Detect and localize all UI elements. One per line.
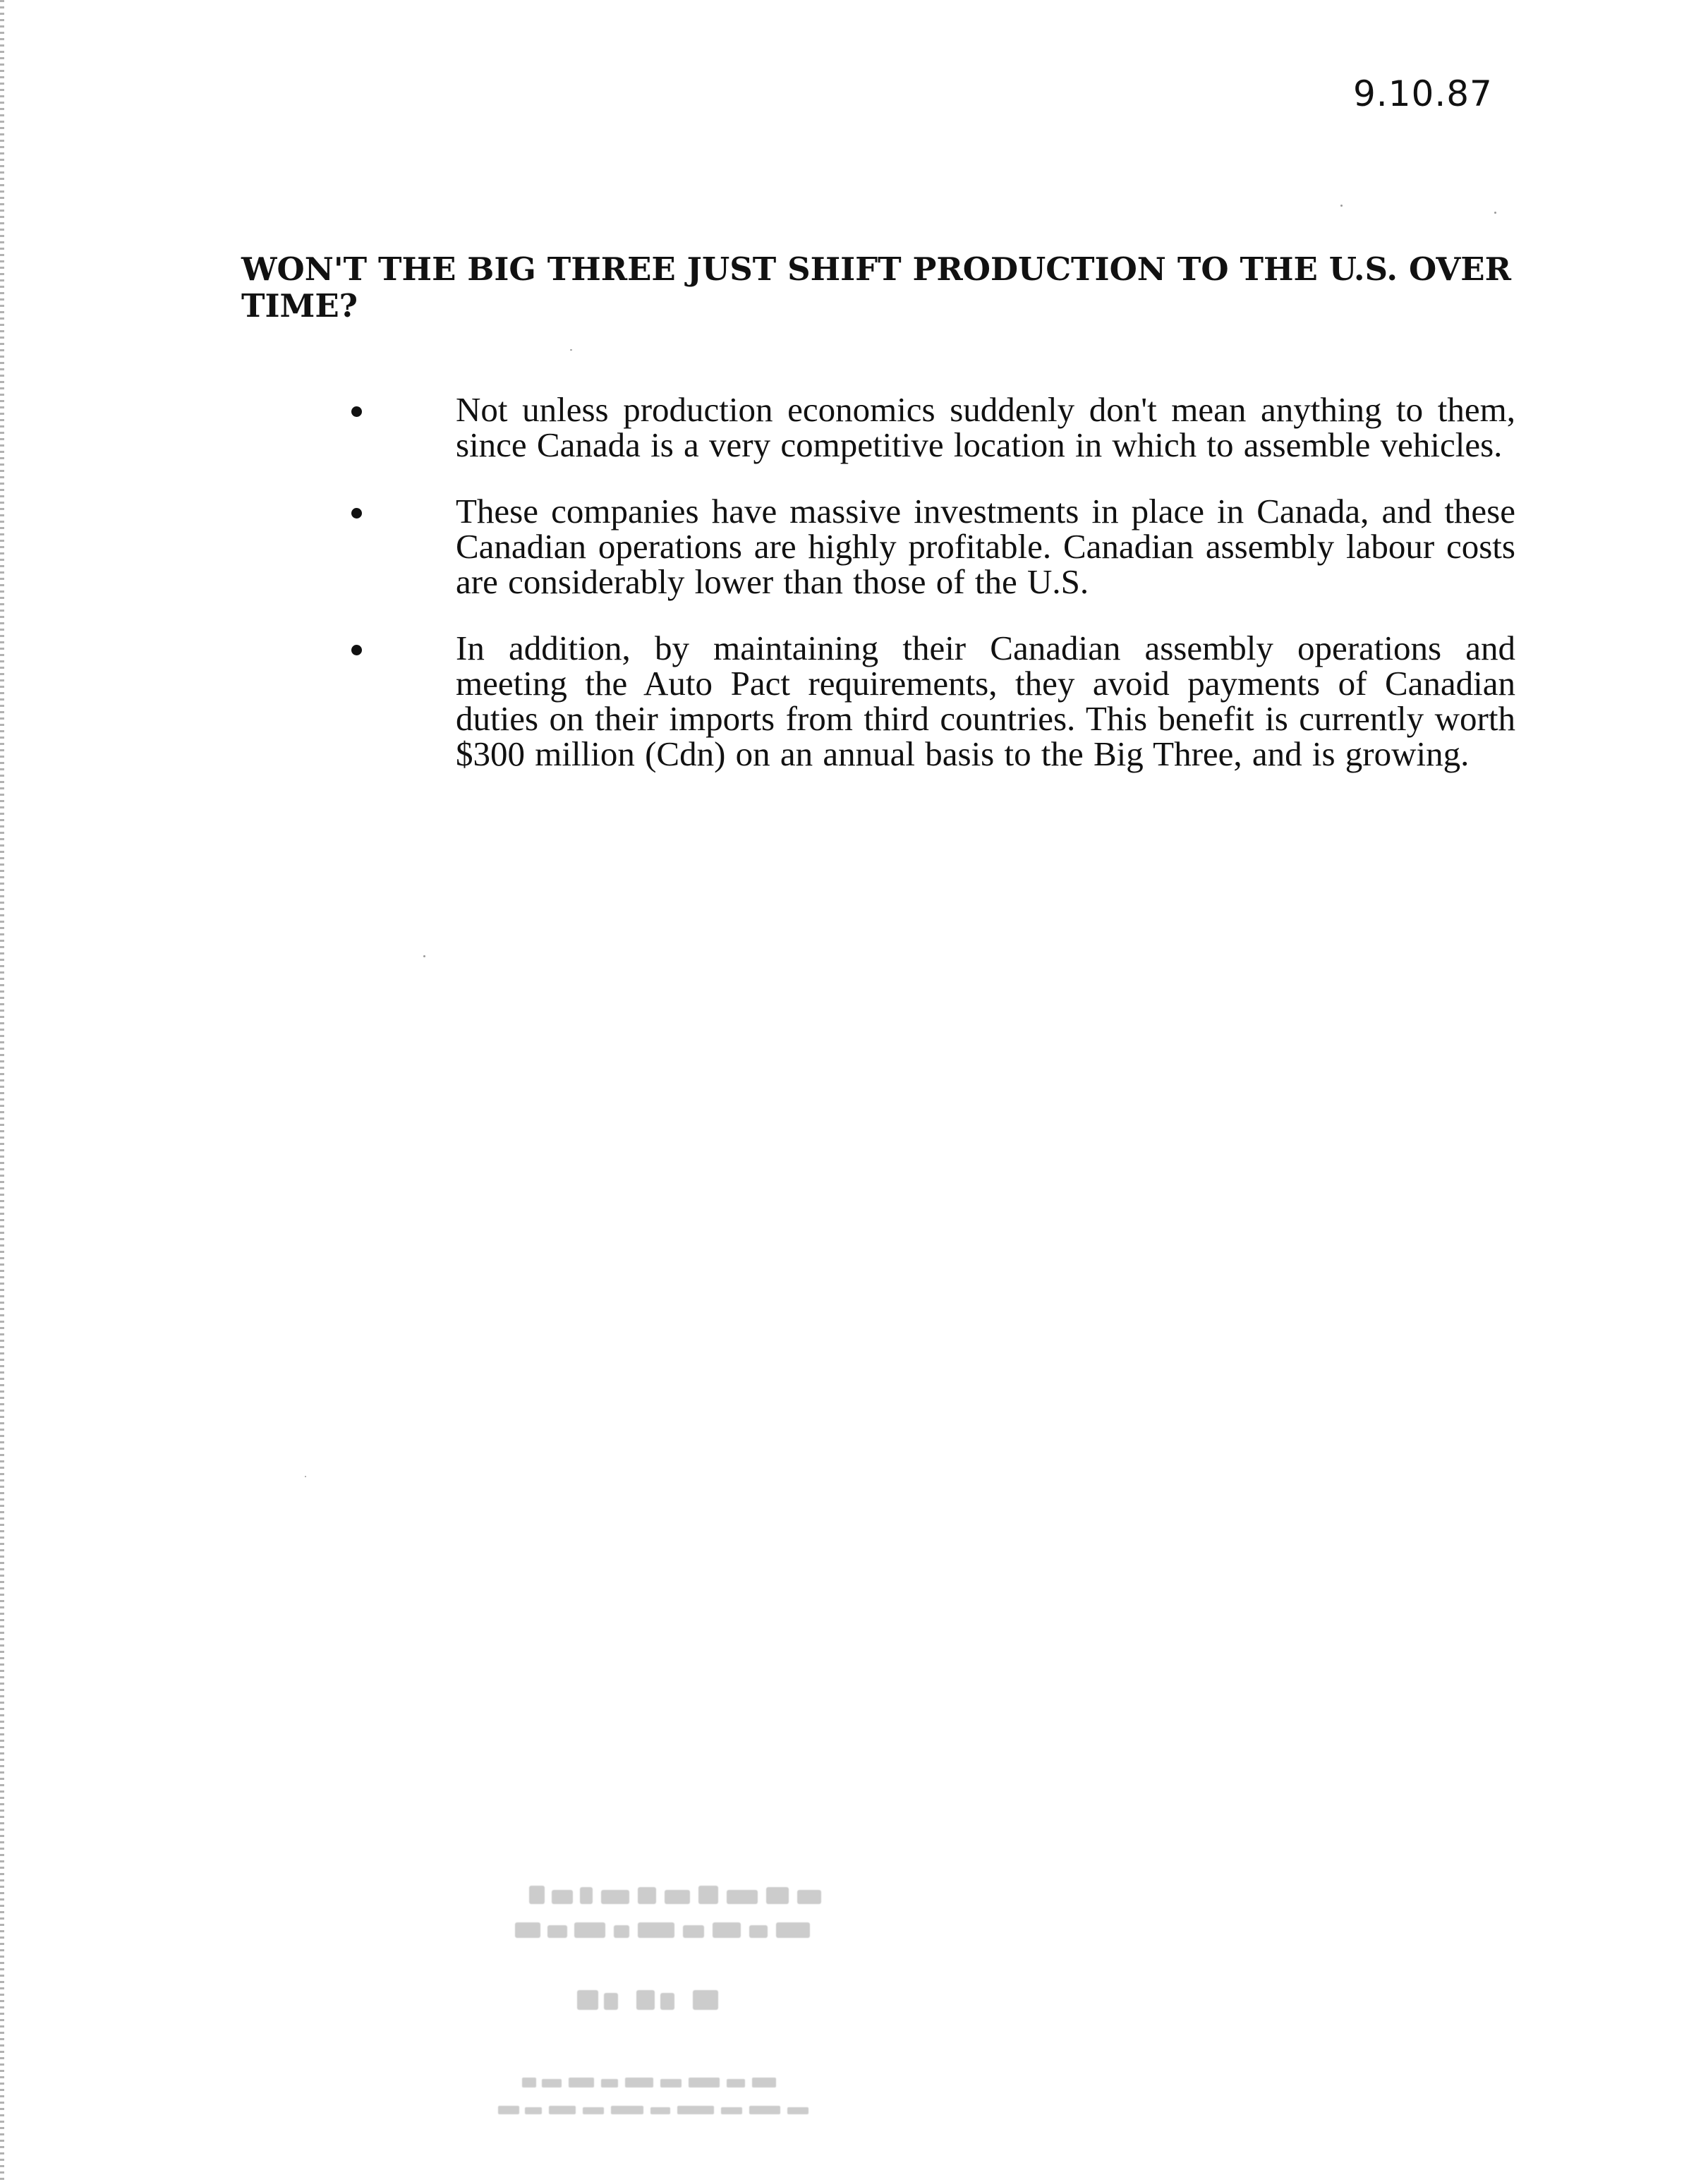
bullet-text: Not unless production economics suddenly don't mean anything to them, since Canada is a very competitive location in which to assemble vehicles. [456,390,1515,464]
faded-reverse-stamp-icon [487,1866,981,2148]
bullet-item [351,631,1515,772]
scan-speck [423,955,425,957]
bullet-text: These companies have massive investments in place in Canada, and these Canadian operations are highly profitable. Canadian assembly labour costs are considerably lower than those of the U.S. [456,492,1515,601]
bullet-item [351,392,1515,463]
bullet-dot-icon [351,508,362,519]
bullet-dot-icon [351,645,362,655]
scan-speck [305,1476,306,1477]
document-date: 9.10.87 [1353,73,1493,114]
document-heading: WON'T THE BIG THREE JUST SHIFT PRODUCTION TO THE U.S. OVER TIME? [241,250,1511,325]
scan-speck [1340,205,1343,207]
bullet-item [351,494,1515,600]
bullet-list [351,392,1515,803]
scan-speck [570,349,572,351]
stamp-graphic [487,1866,981,2148]
bullet-dot-icon [351,406,362,417]
bullet-text: In addition, by maintaining their Canadian assembly operations and meeting the Auto Pact requirements, they avoid payments of Canadian duties on their imports from third countries. This benefit is currently worth $300 million (Cdn) on an annual basis to the Big Three, and is growing. [456,629,1515,773]
scan-speck [1494,212,1496,214]
scan-edge [0,0,4,2182]
